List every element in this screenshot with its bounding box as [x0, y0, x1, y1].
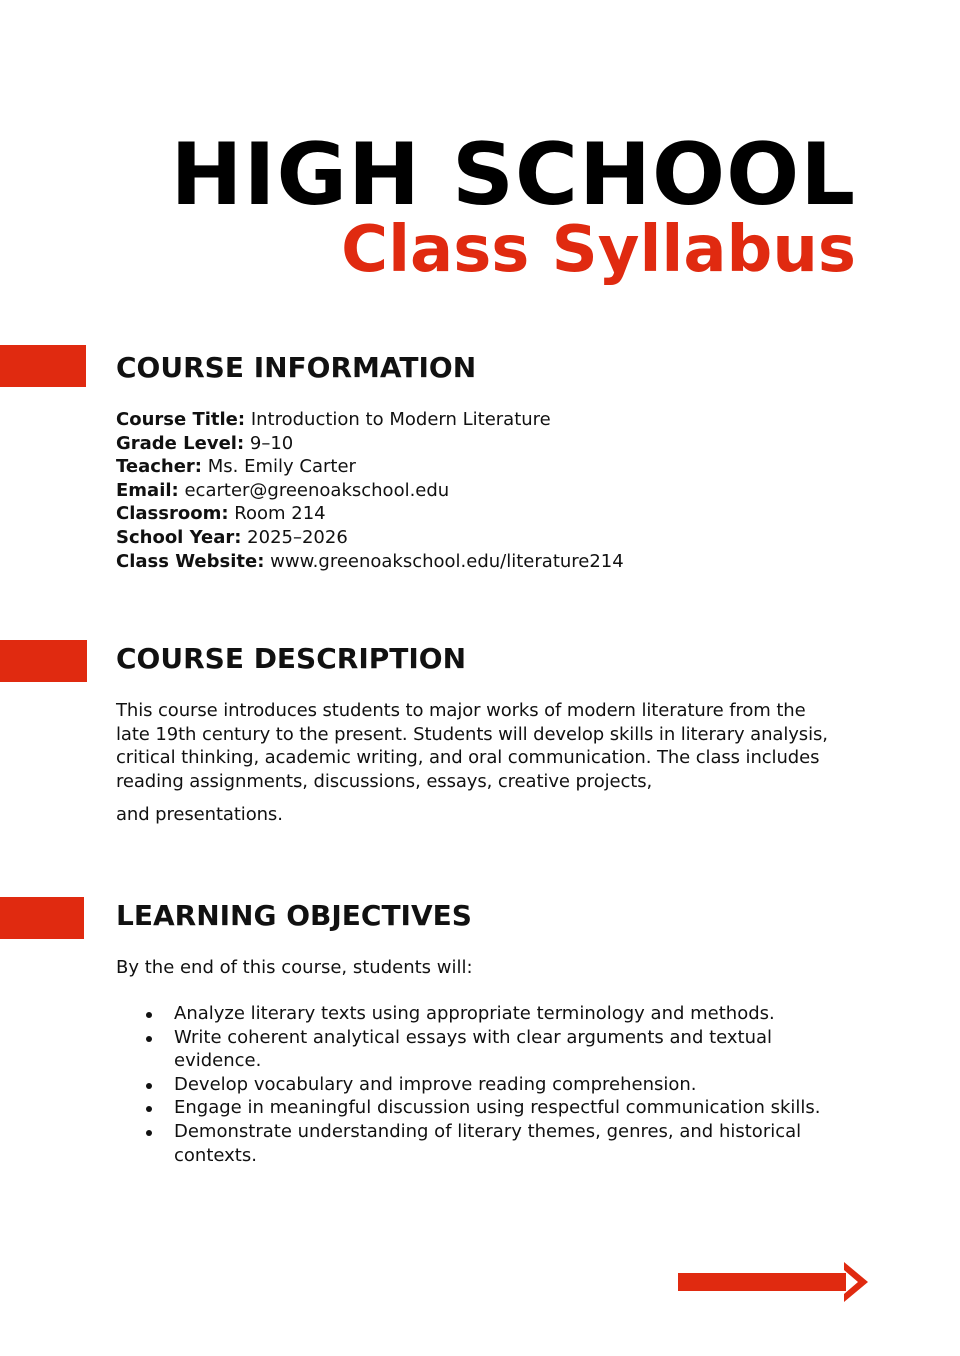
- section-accent-bar: [0, 897, 84, 939]
- info-row-classroom: [116, 502, 624, 526]
- info-label: Course Title:: [116, 409, 246, 430]
- list-item: Demonstrate understanding of literary themes, genres, and historical contexts.: [140, 1120, 840, 1167]
- page-title: HIGH SCHOOL: [170, 125, 856, 225]
- course-description-heading: COURSE DESCRIPTION: [116, 642, 467, 675]
- info-value: 2025–2026: [247, 526, 348, 548]
- list-item: Develop vocabulary and improve reading comprehension.: [140, 1073, 840, 1097]
- info-value: Introduction to Modern Literature: [250, 409, 551, 430]
- description-paragraph: This course introduces students to major works of modern literature from the late 19th century to the present. Students will develop skills in literary analysis, critical thinking, academic writing, and oral communication. The class includes reading assignments, discussions, essays, creative projects,: [116, 700, 828, 792]
- info-label: Teacher:: [116, 456, 203, 478]
- list-item: Engage in meaningful discussion using respectful communication skills.: [140, 1096, 840, 1120]
- info-value: 9–10: [249, 432, 294, 454]
- info-label: Class Website:: [116, 550, 265, 572]
- section-accent-bar: [0, 345, 86, 387]
- info-value: Ms. Emily Carter: [207, 456, 356, 478]
- info-value: Room 214: [234, 503, 326, 525]
- info-label: School Year:: [116, 526, 242, 548]
- info-value-email: ecarter@greenoakschool.edu: [184, 479, 450, 501]
- list-item: Write coherent analytical essays with clear arguments and textual evidence.: [140, 1026, 840, 1073]
- info-row-school-year: [116, 526, 624, 550]
- course-information-list: [116, 408, 624, 573]
- arrow-right-icon: [678, 1262, 870, 1302]
- objectives-intro: By the end of this course, students will:: [116, 957, 473, 978]
- info-label: Classroom:: [116, 503, 229, 525]
- info-row-grade-level: [116, 432, 624, 456]
- objectives-list: [140, 1002, 840, 1167]
- section-accent-bar: [0, 640, 87, 682]
- course-description-text: [116, 699, 836, 827]
- description-last-line: and presentations.: [116, 804, 283, 826]
- list-item: Analyze literary texts using appropriate terminology and methods.: [140, 1002, 840, 1026]
- info-row-class-website: [116, 550, 624, 574]
- course-information-heading: COURSE INFORMATION: [116, 351, 477, 384]
- page-subtitle: Class Syllabus: [341, 213, 856, 287]
- info-value-website: www.greenoakschool.edu/literature214: [270, 550, 624, 572]
- learning-objectives-heading: LEARNING OBJECTIVES: [116, 899, 472, 932]
- info-label: Grade Level:: [116, 432, 245, 454]
- info-label: Email:: [116, 479, 179, 501]
- info-row-email: [116, 479, 624, 503]
- info-row-teacher: [116, 455, 624, 479]
- info-row-course-title: [116, 408, 624, 432]
